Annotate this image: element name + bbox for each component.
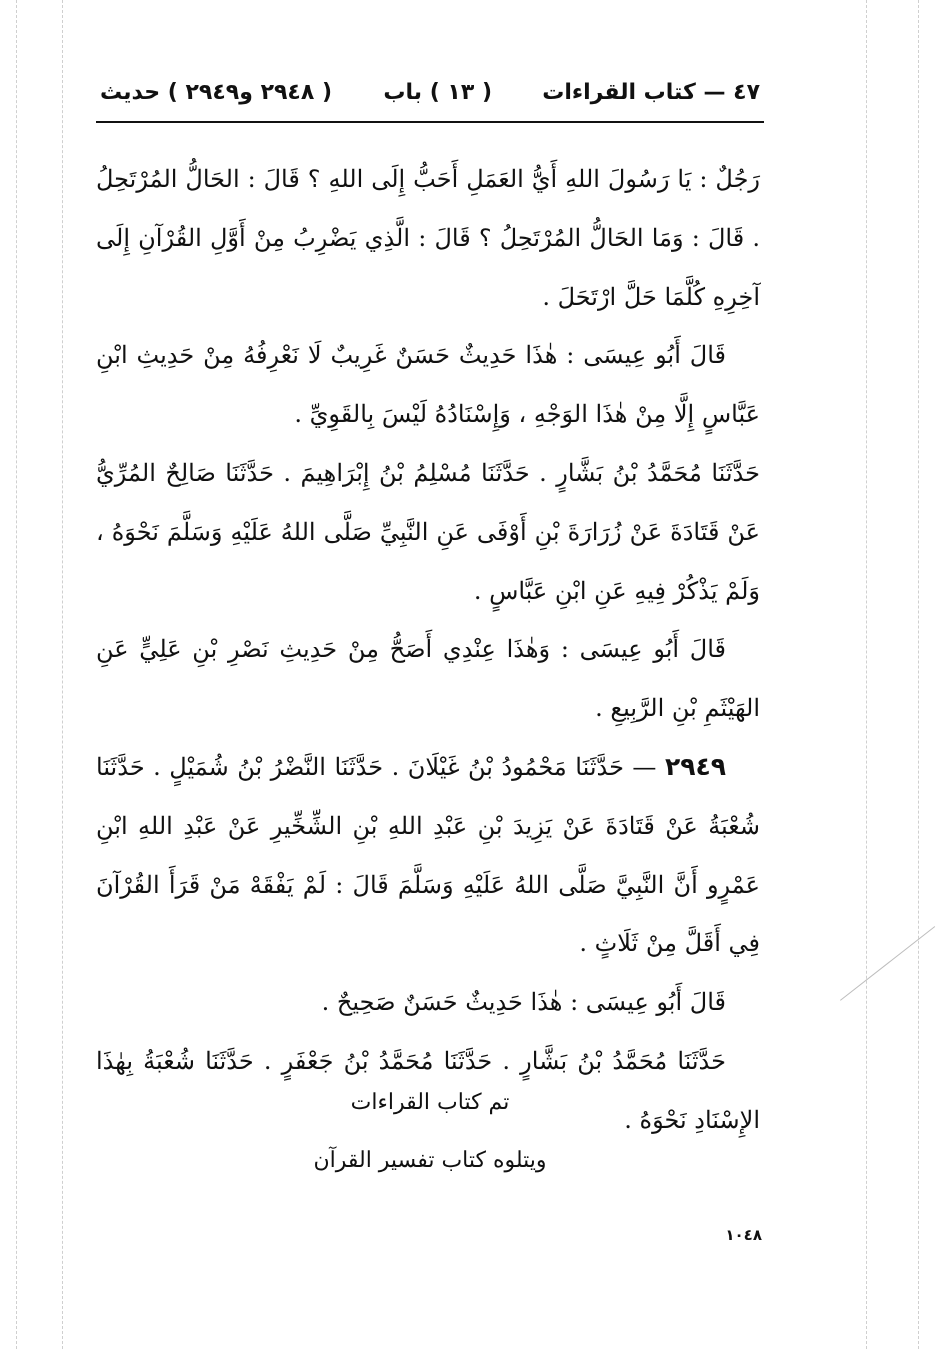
hadith-paragraph: [96, 738, 760, 973]
scan-guide-line: [918, 0, 919, 1349]
paragraph: قَالَ أَبُو عِيسَى : هٰذَا حَدِيثٌ حَسَنٌ غَرِيبٌ لَا نَعْرِفُهُ مِنْ حَدِيثِ ابْنِ عَبَّاسٍ إِلَّا مِنْ هٰذَا الوَجْهِ ، وَإِسْنَادُهُ لَيْسَ بِالقَوِيِّ .: [96, 341, 760, 429]
body-text: [96, 150, 760, 1150]
header-chapter: ( ١٣ ) باب: [383, 80, 492, 105]
paragraph: حَدَّثَنَا مُحَمَّدُ بْنُ بَشَّارٍ . حَدَّثَنَا مُحَمَّدُ بْنُ جَعْفَرٍ . حَدَّثَنَا شُعْبَةُ بِهٰذَا الإِسْنَادِ نَحْوَهُ .: [96, 1046, 760, 1134]
hadith-number: ٢٩٤٩: [664, 751, 726, 781]
scan-artifact-line: [840, 926, 935, 1001]
paragraph: قَالَ أَبُو عِيسَى : وَهٰذَا عِنْدِي أَصَحُّ مِنْ حَدِيثِ نَصْرِ بْنِ عَلِيٍّ عَنِ الهَيْثَمِ بْنِ الرَّبِيعِ .: [96, 635, 760, 723]
colophon: [96, 1074, 764, 1190]
header-hadith-range: ( ٢٩٤٨ و٢٩٤٩ ) حديث: [100, 80, 332, 105]
colophon-line: تم كتاب القراءات: [350, 1090, 510, 1115]
header-rule: [96, 121, 764, 123]
running-header: [96, 72, 764, 120]
paragraph: رَجُلٌ : يَا رَسُولَ اللهِ أَيُّ العَمَلِ أَحَبُّ إِلَى اللهِ ؟ قَالَ : الحَالُّ المُرْتَحِلُ . قَالَ : وَمَا الحَالُّ المُرْتَحِلُ ؟ قَالَ : الَّذِي يَضْرِبُ مِنْ أَوَّلِ القُرْآنِ إِلَى آخِرِهِ كُلَّمَا حَلَّ ارْتَحَلَ .: [96, 165, 760, 311]
paragraph: حَدَّثَنَا مُحَمَّدُ بْنُ بَشَّارٍ . حَدَّثَنَا مُسْلِمُ بْنُ إِبْرَاهِيمَ . حَدَّثَنَا صَالِحٌ المُرِّيُّ عَنْ قَتَادَةَ عَنْ زُرَارَةَ بْنِ أَوْفَى عَنِ النَّبِيِّ صَلَّى اللهُ عَلَيْهِ وَسَلَّمَ نَحْوَهُ ، وَلَمْ يَذْكُرْ فِيهِ عَنِ ابْنِ عَبَّاسٍ .: [96, 458, 760, 605]
page-number: ١٠٤٨: [725, 1226, 762, 1244]
header-book-title: ٤٧ — كتاب القراءات: [542, 80, 760, 105]
scan-guide-line: [62, 0, 63, 1349]
hadith-text: — حَدَّثَنَا مَحْمُودُ بْنُ غَيْلَانَ . حَدَّثَنَا النَّضْرُ بْنُ شُمَيْلٍ . حَدَّثَنَا شُعْبَةُ عَنْ قَتَادَةَ عَنْ يَزِيدَ بْنِ عَبْدِ اللهِ بْنِ الشِّخِّيرِ عَنْ عَبْدِ اللهِ ابْنِ عَمْرٍو أَنَّ النَّبِيَّ صَلَّى اللهُ عَلَيْهِ وَسَلَّمَ قَالَ : لَمْ يَفْقَهْ مَنْ قَرَأَ القُرْآنَ فِي أَقَلَّ مِنْ ثَلَاثٍ .: [96, 752, 760, 958]
scan-guide-line: [16, 0, 17, 1349]
paragraph: قَالَ أَبُو عِيسَى : هٰذَا حَدِيثٌ حَسَنٌ صَحِيحٌ .: [321, 988, 726, 1017]
scan-guide-line: [866, 0, 867, 1349]
colophon-line: ويتلوه كتاب تفسير القرآن: [313, 1148, 547, 1173]
